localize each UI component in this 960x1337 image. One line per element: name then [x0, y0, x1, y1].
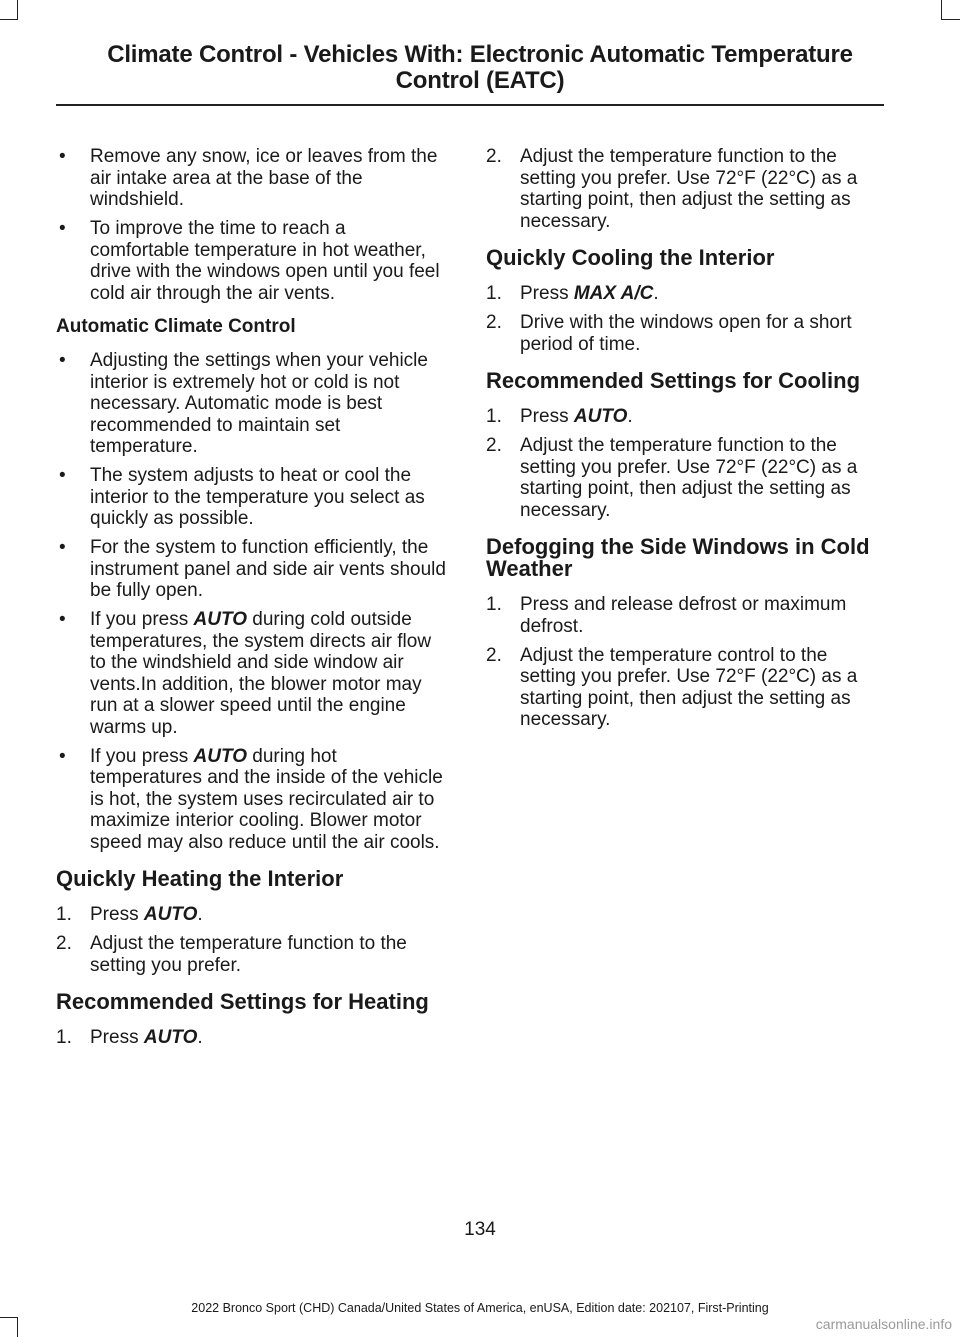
step-text: Adjust the temperature control to the setting you prefer. Use 72°F (22°C) as a starting point, then adjust the setting as necessary.	[520, 644, 858, 730]
bullet-marker: •	[59, 218, 66, 239]
bullet-marker: •	[59, 465, 66, 486]
right-column	[486, 146, 882, 738]
step-text: Drive with the windows open for a short period of time.	[520, 312, 852, 355]
list-item	[56, 218, 450, 304]
step-item	[486, 283, 882, 305]
auto-button-reference: AUTO	[143, 904, 198, 925]
footer-edition-info: 2022 Bronco Sport (CHD) Canada/United States of America, enUSA, Edition date: 202107, First-Printing	[191, 1301, 769, 1315]
bullet-marker: •	[59, 350, 66, 371]
heading-quickly-heating: Quickly Heating the Interior	[56, 866, 344, 891]
step-text: Adjust the temperature function to the setting you prefer. Use 72°F (22°C) as a starting point, then adjust the setting as necessary.	[520, 435, 858, 521]
step-number: 2.	[486, 146, 502, 167]
step-item	[486, 146, 882, 232]
heading-recommended-cooling: Recommended Settings for Cooling	[486, 368, 861, 393]
max-ac-button-reference: MAX A/C	[573, 283, 654, 304]
crop-mark-top-left-v	[17, 0, 18, 20]
list-item-text: The system adjusts to heat or cool the interior to the temperature you select as quickly as possible.	[90, 465, 425, 529]
crop-mark-bottom-left-h	[0, 1317, 18, 1318]
left-column	[56, 146, 450, 1056]
step-number: 2.	[486, 435, 502, 456]
auto-button-reference: AUTO	[573, 406, 628, 427]
list-item-text: Adjusting the settings when your vehicle interior is extremely hot or cold is not necessary. Automatic mode is best recommended to maintain set temperature.	[90, 350, 428, 457]
crop-mark-bottom-left-v	[17, 1317, 18, 1337]
step-number: 2.	[486, 644, 502, 666]
step-text: Adjust the temperature function to the setting you prefer.	[90, 933, 407, 976]
header-title-line-1: Climate Control - Vehicles With: Electronic Automatic Temperature	[107, 41, 853, 68]
step-item	[486, 645, 882, 731]
step-number: 1.	[486, 406, 502, 427]
heading-recommended-heating: Recommended Settings for Heating	[56, 989, 429, 1014]
step-number: 2.	[486, 312, 502, 333]
bullet-marker: •	[59, 146, 66, 167]
crop-mark-top-right-v	[941, 0, 942, 20]
list-item	[56, 746, 450, 854]
watermark: carmanualsonline.info	[815, 1316, 952, 1332]
list-item	[56, 537, 450, 602]
list-item-text: If you press AUTO during hot temperatures and the inside of the vehicle is hot, the system uses recirculated air to maximize interior cooling. Blower motor speed may also reduce until the air cools.	[90, 745, 443, 853]
list-item-text: Remove any snow, ice or leaves from the air intake area at the base of the windshield.	[90, 146, 438, 210]
subheading-automatic-climate-control: Automatic Climate Control	[56, 316, 296, 337]
list-item-text: To improve the time to reach a comfortable temperature in hot weather, drive with the windows open until you feel cold air through the air vents.	[90, 218, 440, 304]
page-number: 134	[464, 1219, 496, 1240]
heading-defogging-side-windows: Defogging the Side Windows in Cold Weather	[486, 534, 870, 581]
auto-button-reference: AUTO	[193, 609, 247, 630]
step-text: Press AUTO.	[520, 406, 633, 427]
step-item	[486, 435, 882, 521]
step-text: Press AUTO.	[90, 904, 203, 925]
step-text: Press MAX A/C.	[520, 283, 659, 304]
step-item	[486, 406, 882, 428]
step-number: 2.	[56, 933, 72, 954]
step-item	[56, 1027, 450, 1049]
step-text: Press and release defrost or maximum defrost.	[520, 594, 847, 637]
step-item	[486, 312, 882, 355]
bullet-marker: •	[59, 745, 66, 767]
auto-button-reference: AUTO	[143, 1027, 198, 1048]
crop-mark-top-right-h	[941, 19, 960, 20]
page-header-title	[40, 42, 920, 94]
header-divider	[56, 104, 884, 106]
step-number: 1.	[486, 594, 502, 615]
header-title-line-2: Control (EATC)	[395, 67, 565, 94]
step-text: Press AUTO.	[90, 1027, 203, 1048]
step-item	[486, 594, 882, 637]
step-text: Adjust the temperature function to the setting you prefer. Use 72°F (22°C) as a starting point, then adjust the setting as necessary.	[520, 146, 858, 232]
list-item	[56, 609, 450, 738]
step-item	[56, 933, 450, 976]
heading-quickly-cooling: Quickly Cooling the Interior	[486, 245, 775, 270]
bullet-marker: •	[59, 537, 66, 558]
auto-button-reference: AUTO	[193, 745, 247, 767]
step-number: 1.	[486, 283, 502, 304]
list-item-text: If you press AUTO during cold outside temperatures, the system directs air flow to the windshield and side window air vents.In addition, the blower motor may run at a slower speed until the engine warms up.	[90, 609, 432, 738]
list-item	[56, 350, 450, 458]
list-item-text: For the system to function efficiently, the instrument panel and side air vents should be fully open.	[90, 537, 446, 601]
list-item	[56, 146, 450, 211]
step-number: 1.	[56, 904, 72, 925]
step-number: 1.	[56, 1027, 72, 1048]
list-item	[56, 465, 450, 530]
bullet-marker: •	[59, 609, 66, 630]
step-item	[56, 904, 450, 926]
crop-mark-top-left-h	[0, 19, 18, 20]
